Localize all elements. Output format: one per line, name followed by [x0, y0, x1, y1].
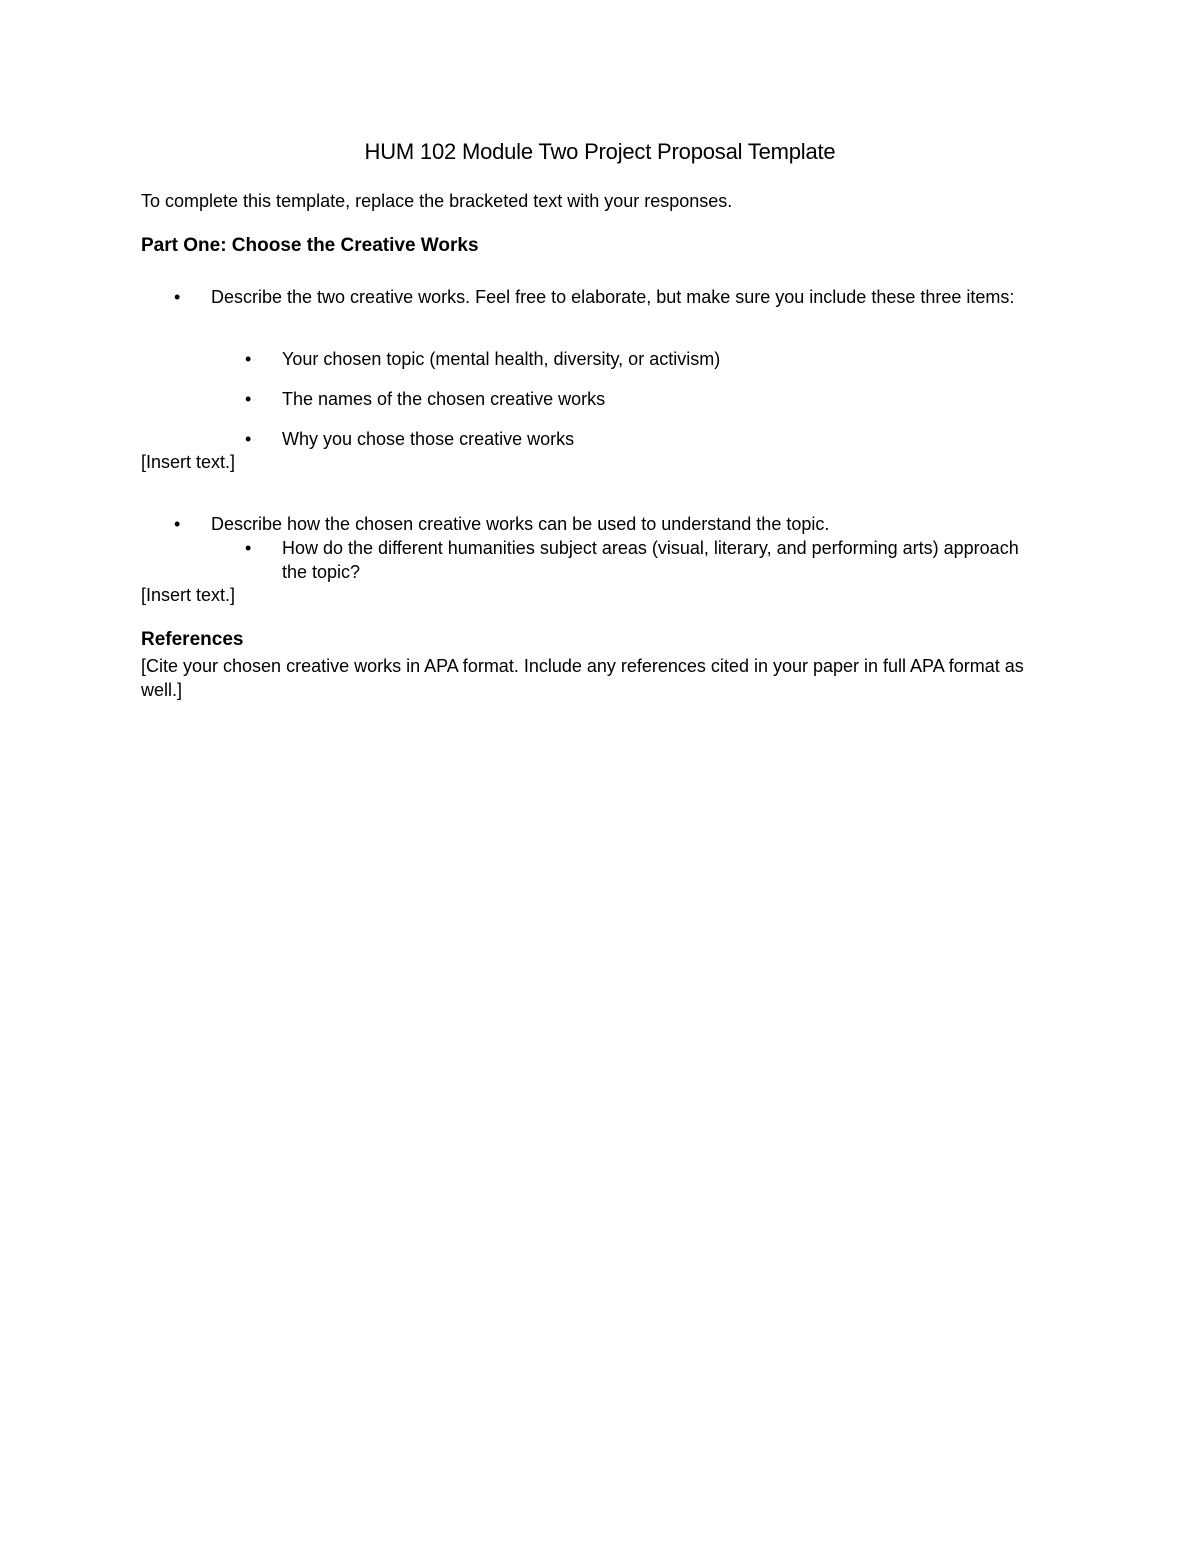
- bullet-icon: •: [174, 514, 181, 534]
- references-heading: References: [141, 629, 244, 650]
- bullet-icon: •: [174, 287, 181, 307]
- sub-bullet-text: The names of the chosen creative works: [282, 389, 606, 409]
- references-text: [Cite your chosen creative works in APA format. Include any references cited in your paper in full APA format as well.]: [141, 656, 1024, 700]
- bullet-icon: •: [245, 538, 252, 558]
- sub-bullet-text: Your chosen topic (mental health, diversity, or activism): [282, 349, 721, 369]
- bullet-text: Describe how the chosen creative works can be used to understand the topic.: [211, 514, 830, 534]
- part-one-heading: Part One: Choose the Creative Works: [141, 235, 479, 256]
- document-title: HUM 102 Module Two Project Proposal Template: [364, 139, 836, 164]
- insert-text-placeholder: [Insert text.]: [141, 452, 236, 472]
- sub-bullet-text: Why you chose those creative works: [282, 429, 575, 449]
- bullet-icon: •: [245, 349, 252, 369]
- bullet-text: Describe the two creative works. Feel free to elaborate, but make sure you include these three items:: [211, 287, 1015, 307]
- bullet-icon: •: [245, 429, 252, 449]
- instructions-text: To complete this template, replace the bracketed text with your responses.: [141, 191, 733, 211]
- bullet-icon: •: [245, 389, 252, 409]
- insert-text-placeholder: [Insert text.]: [141, 585, 236, 605]
- sub-bullet-text: How do the different humanities subject areas (visual, literary, and performing arts) approach the topic?: [282, 538, 1019, 582]
